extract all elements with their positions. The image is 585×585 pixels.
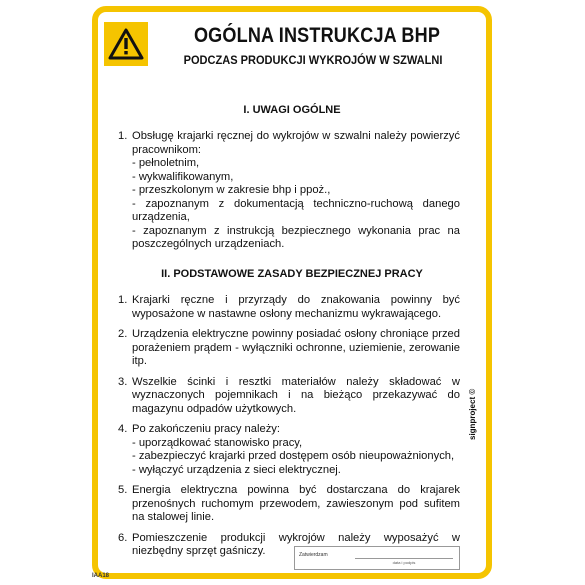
sub-item: - przeszkolonym w zakresie bhp i ppoż., <box>132 184 331 196</box>
list-item <box>118 484 460 525</box>
warning-icon-box <box>104 22 148 66</box>
sub-item: - pełnoletnim, <box>132 157 200 169</box>
signature-line <box>355 558 453 559</box>
section-general-body <box>118 130 460 252</box>
item-number: 4. <box>118 423 128 435</box>
warning-triangle-icon <box>108 28 144 60</box>
sub-item: - zapoznanym z instrukcją bezpiecznego wykonania prac na poszczególnych urządzeniach. <box>132 224 460 250</box>
section-rules-body <box>118 294 460 559</box>
section-heading-general: I. UWAGI OGÓLNE <box>243 104 341 116</box>
item-text: Energia elektryczna powinna być dostarczana do krajarek przenośnych ruchomym przewodem, zawieszonym pod sufitem na stalowej linie. <box>132 484 460 523</box>
approval-signature-box <box>294 546 460 570</box>
item-number: 2. <box>118 328 128 340</box>
approve-label: Zatwierdzam <box>299 552 328 558</box>
list-item <box>118 294 460 321</box>
list-item <box>118 376 460 417</box>
item-text: Wszelkie ścinki i resztki materiałów należy składować w wyznaczonych pojemnikach i na bieżąco przekazywać do magazynu odpadów użytkowych. <box>132 375 460 415</box>
item-number: 1. <box>118 294 128 306</box>
sub-item: - uporządkować stanowisko pracy, <box>132 436 303 449</box>
item-number: 5. <box>118 484 128 496</box>
page-subtitle: PODCZAS PRODUKCJI WYKROJÓW W SZWALNI <box>183 53 443 67</box>
item-number: 6. <box>118 531 128 544</box>
item-text: Urządzenia elektryczne powinny posiadać osłony chroniące przed porażeniem prądem - wyłączniki ochronne, uziemienie, zerowanie itp. <box>132 328 460 367</box>
list-item <box>118 423 460 477</box>
list-item <box>118 328 460 369</box>
safety-sign <box>92 6 492 579</box>
sub-item: - zabezpieczyć krajarki przed dostępem osób nieupoważnionych, <box>132 450 455 462</box>
item-text: Obsługę krajarki ręcznej do wykrojów w szwalni należy powierzyć pracownikom: <box>132 130 460 156</box>
item-text: Pomieszczenie produkcji wykrojów należy wyposażyć w niezbędny sprzęt gaśniczy. <box>132 531 460 557</box>
section-heading-rules: II. PODSTAWOWE ZASADY BEZPIECZNEJ PRACY <box>161 268 423 280</box>
list-item <box>118 130 460 252</box>
brand-label: signproject © <box>468 388 477 440</box>
sub-item: - wyłączyć urządzenia z sieci elektrycznej. <box>132 463 341 476</box>
item-text: Krajarki ręczne i przyrządy do znakowania powinny być wyposażone w nastawne osłony mechanizmu wykrawającego. <box>132 294 460 320</box>
sub-item: - wykwalifikowanym, <box>132 170 234 183</box>
page-title: OGÓLNA INSTRUKCJA BHP <box>193 24 441 47</box>
product-code: IAA18 <box>92 573 110 579</box>
item-number: 1. <box>118 130 128 142</box>
item-number: 3. <box>118 375 128 388</box>
item-text: Po zakończeniu pracy należy: <box>132 423 281 435</box>
signature-hint: data i podpis <box>392 560 416 565</box>
sub-item: - zapoznanym z dokumentacją techniczno-ruchową danego urządzenia, <box>132 197 460 223</box>
